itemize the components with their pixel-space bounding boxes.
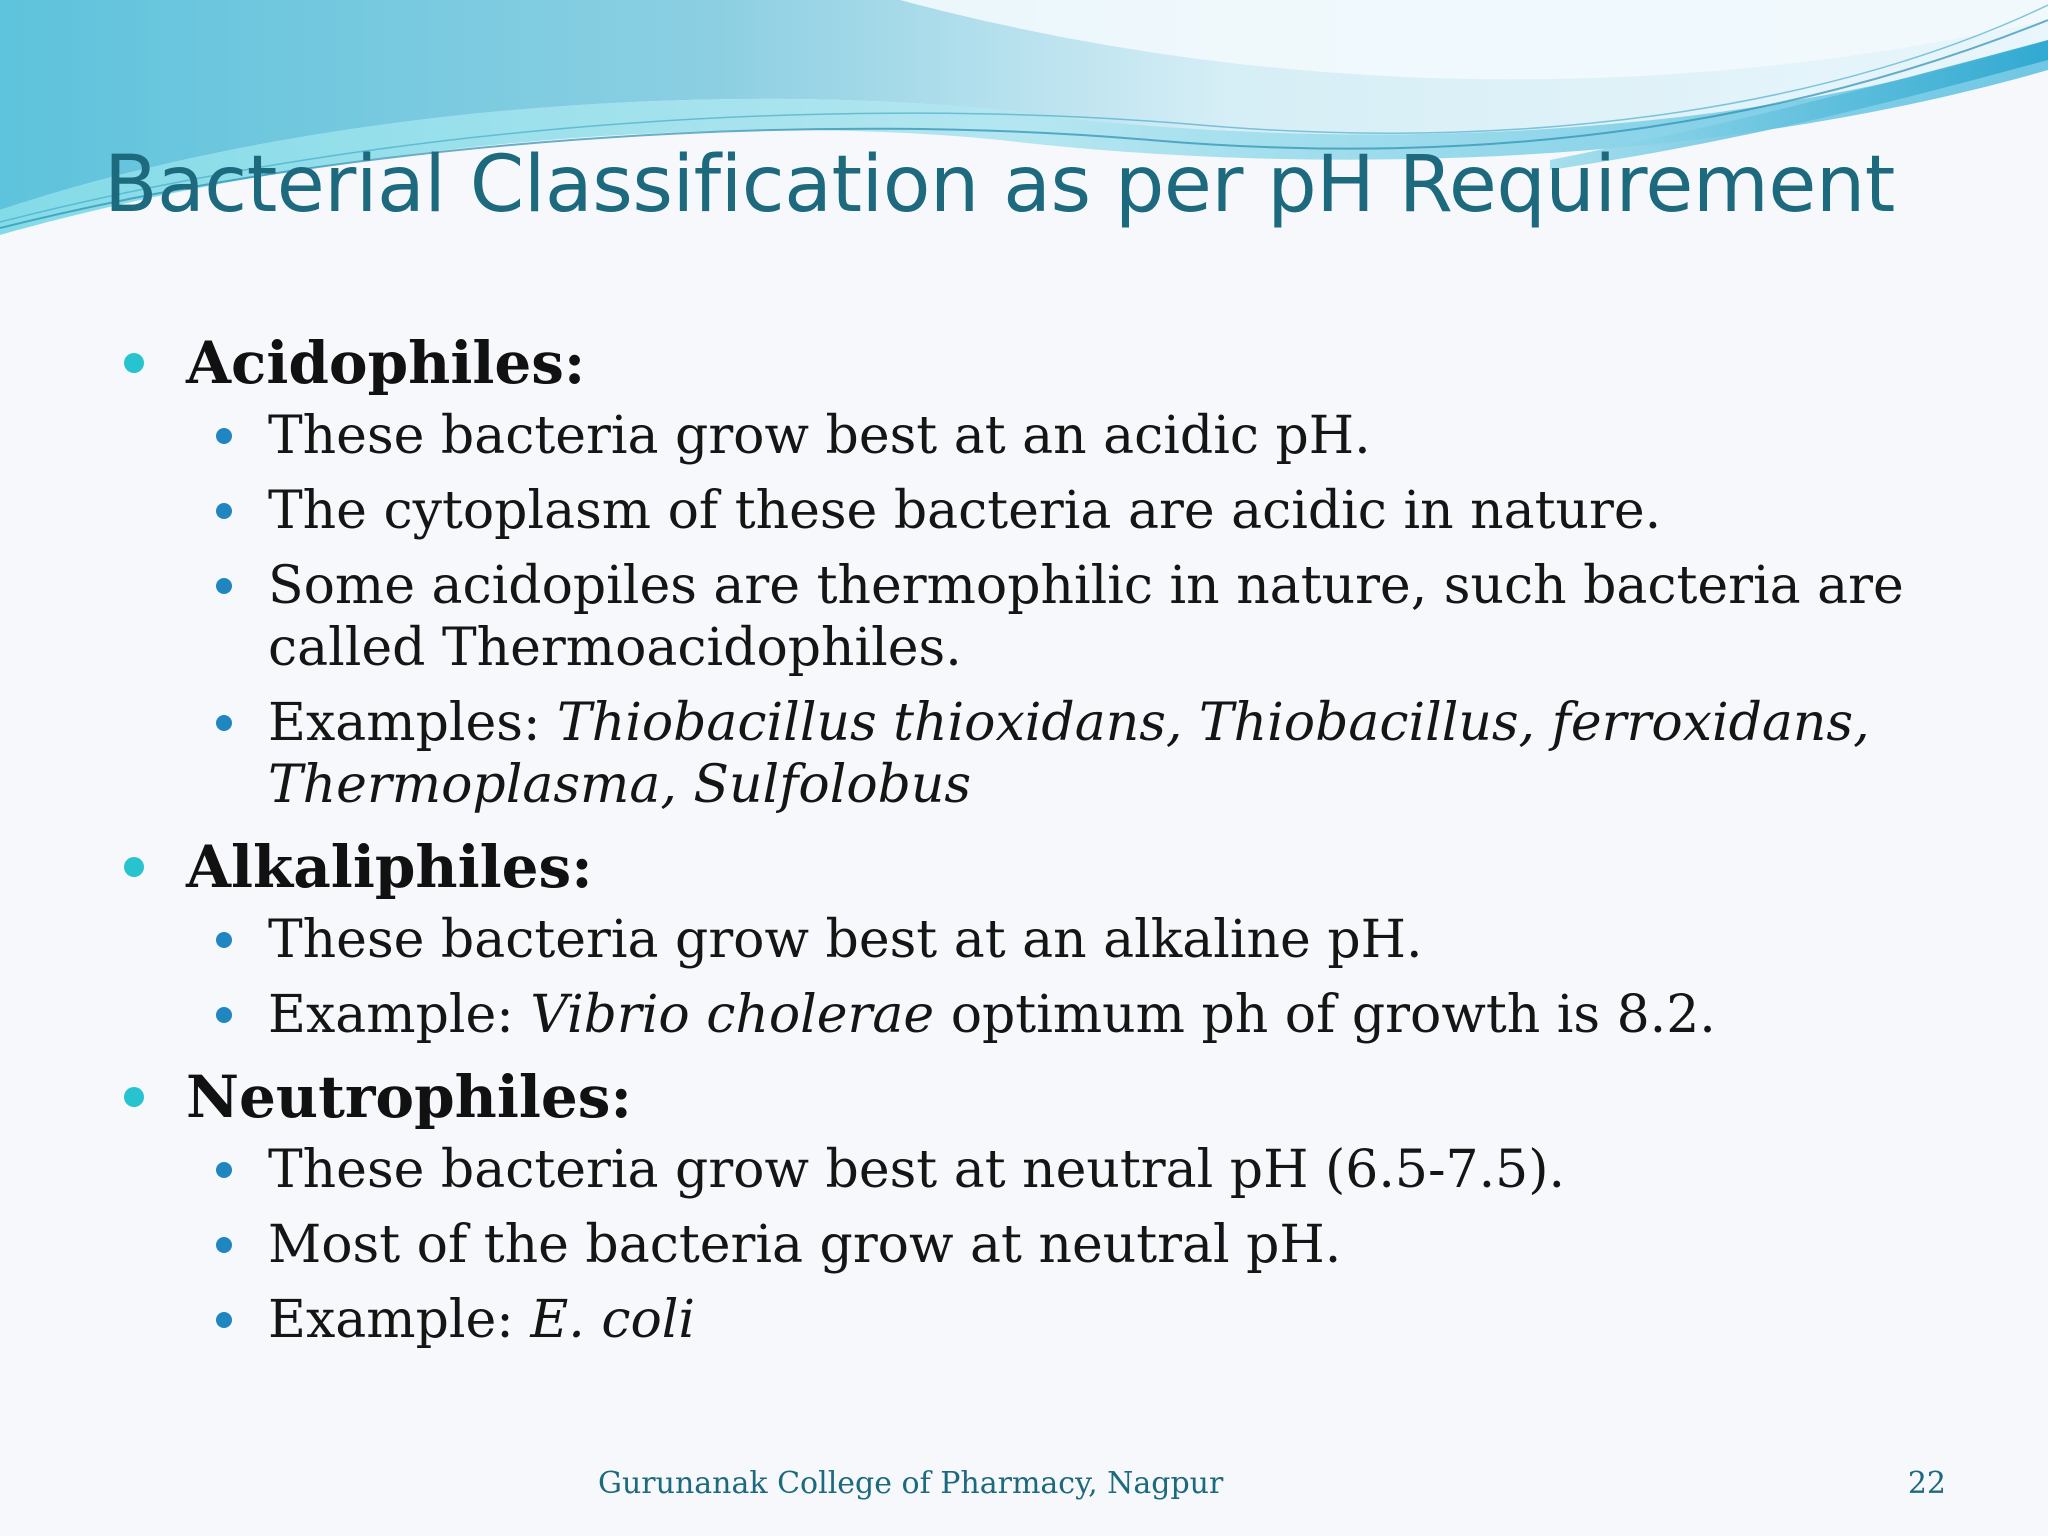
item-lead: Example:: [268, 985, 531, 1045]
footer-institution: Gurunanak College of Pharmacy, Nagpur: [598, 1466, 1224, 1501]
bullet-dot-icon: [124, 857, 144, 877]
sub-bullet-dot-icon: [216, 428, 232, 444]
page-number: 22: [1907, 1466, 1946, 1501]
list-item: [216, 984, 1984, 1046]
list-item: [216, 909, 1984, 971]
sub-bullet-dot-icon: [216, 503, 232, 519]
item-lead: Example:: [268, 1290, 531, 1350]
sub-bullet-dot-icon: [216, 932, 232, 948]
section-heading: [124, 829, 1984, 905]
item-text: [268, 1289, 695, 1351]
sub-list: [124, 1139, 1984, 1351]
sub-bullet-dot-icon: [216, 578, 232, 594]
item-text: These bacteria grow best at an acidic pH.: [268, 406, 1371, 466]
sub-bullet-dot-icon: [216, 715, 232, 731]
bullet-content: [124, 325, 1984, 1364]
list-item: [216, 692, 1984, 816]
section-neutrophiles: [124, 1059, 1984, 1351]
list-item: [216, 1139, 1984, 1201]
item-tail: optimum ph of growth is 8.2.: [934, 985, 1716, 1045]
sub-list: [124, 405, 1984, 816]
section-acidophiles: [124, 325, 1984, 816]
bullet-dot-icon: [124, 1087, 144, 1107]
item-text: These bacteria grow best at an alkaline pH.: [268, 910, 1423, 970]
bullet-dot-icon: [124, 353, 144, 373]
item-text: [268, 984, 1716, 1046]
item-text: Most of the bacteria grow at neutral pH.: [268, 1215, 1342, 1275]
section-heading: [124, 1059, 1984, 1135]
section-heading: [124, 325, 1984, 401]
section-alkaliphiles: [124, 829, 1984, 1046]
species-names: Thiobacillus thioxidans, Thiobacillus, ferroxidans, Thermoplasma, Sulfolobus: [268, 693, 1870, 815]
list-item: [216, 555, 1984, 679]
sub-list: [124, 909, 1984, 1046]
heading-text: Alkaliphiles:: [186, 833, 593, 901]
item-text: These bacteria grow best at neutral pH (6.5-7.5).: [268, 1140, 1566, 1200]
list-item: [216, 405, 1984, 467]
species-names: E. coli: [530, 1290, 696, 1350]
species-names: Vibrio cholerae: [530, 985, 935, 1045]
list-item: [216, 1214, 1984, 1276]
sub-bullet-dot-icon: [216, 1237, 232, 1253]
sub-bullet-dot-icon: [216, 1312, 232, 1328]
heading-text: Neutrophiles:: [186, 1063, 632, 1131]
list-item: [216, 1289, 1984, 1351]
slide-title: Bacterial Classification as per pH Requirement: [104, 140, 1895, 230]
list-item: [216, 480, 1984, 542]
item-text: The cytoplasm of these bacteria are acidic in nature.: [268, 481, 1662, 541]
item-lead: Examples:: [268, 693, 558, 753]
item-text: Some acidopiles are thermophilic in nature, such bacteria are called Thermoacidophiles.: [268, 556, 1904, 678]
sub-bullet-dot-icon: [216, 1007, 232, 1023]
item-text: [268, 692, 1984, 816]
heading-text: Acidophiles:: [186, 329, 586, 397]
sub-bullet-dot-icon: [216, 1162, 232, 1178]
